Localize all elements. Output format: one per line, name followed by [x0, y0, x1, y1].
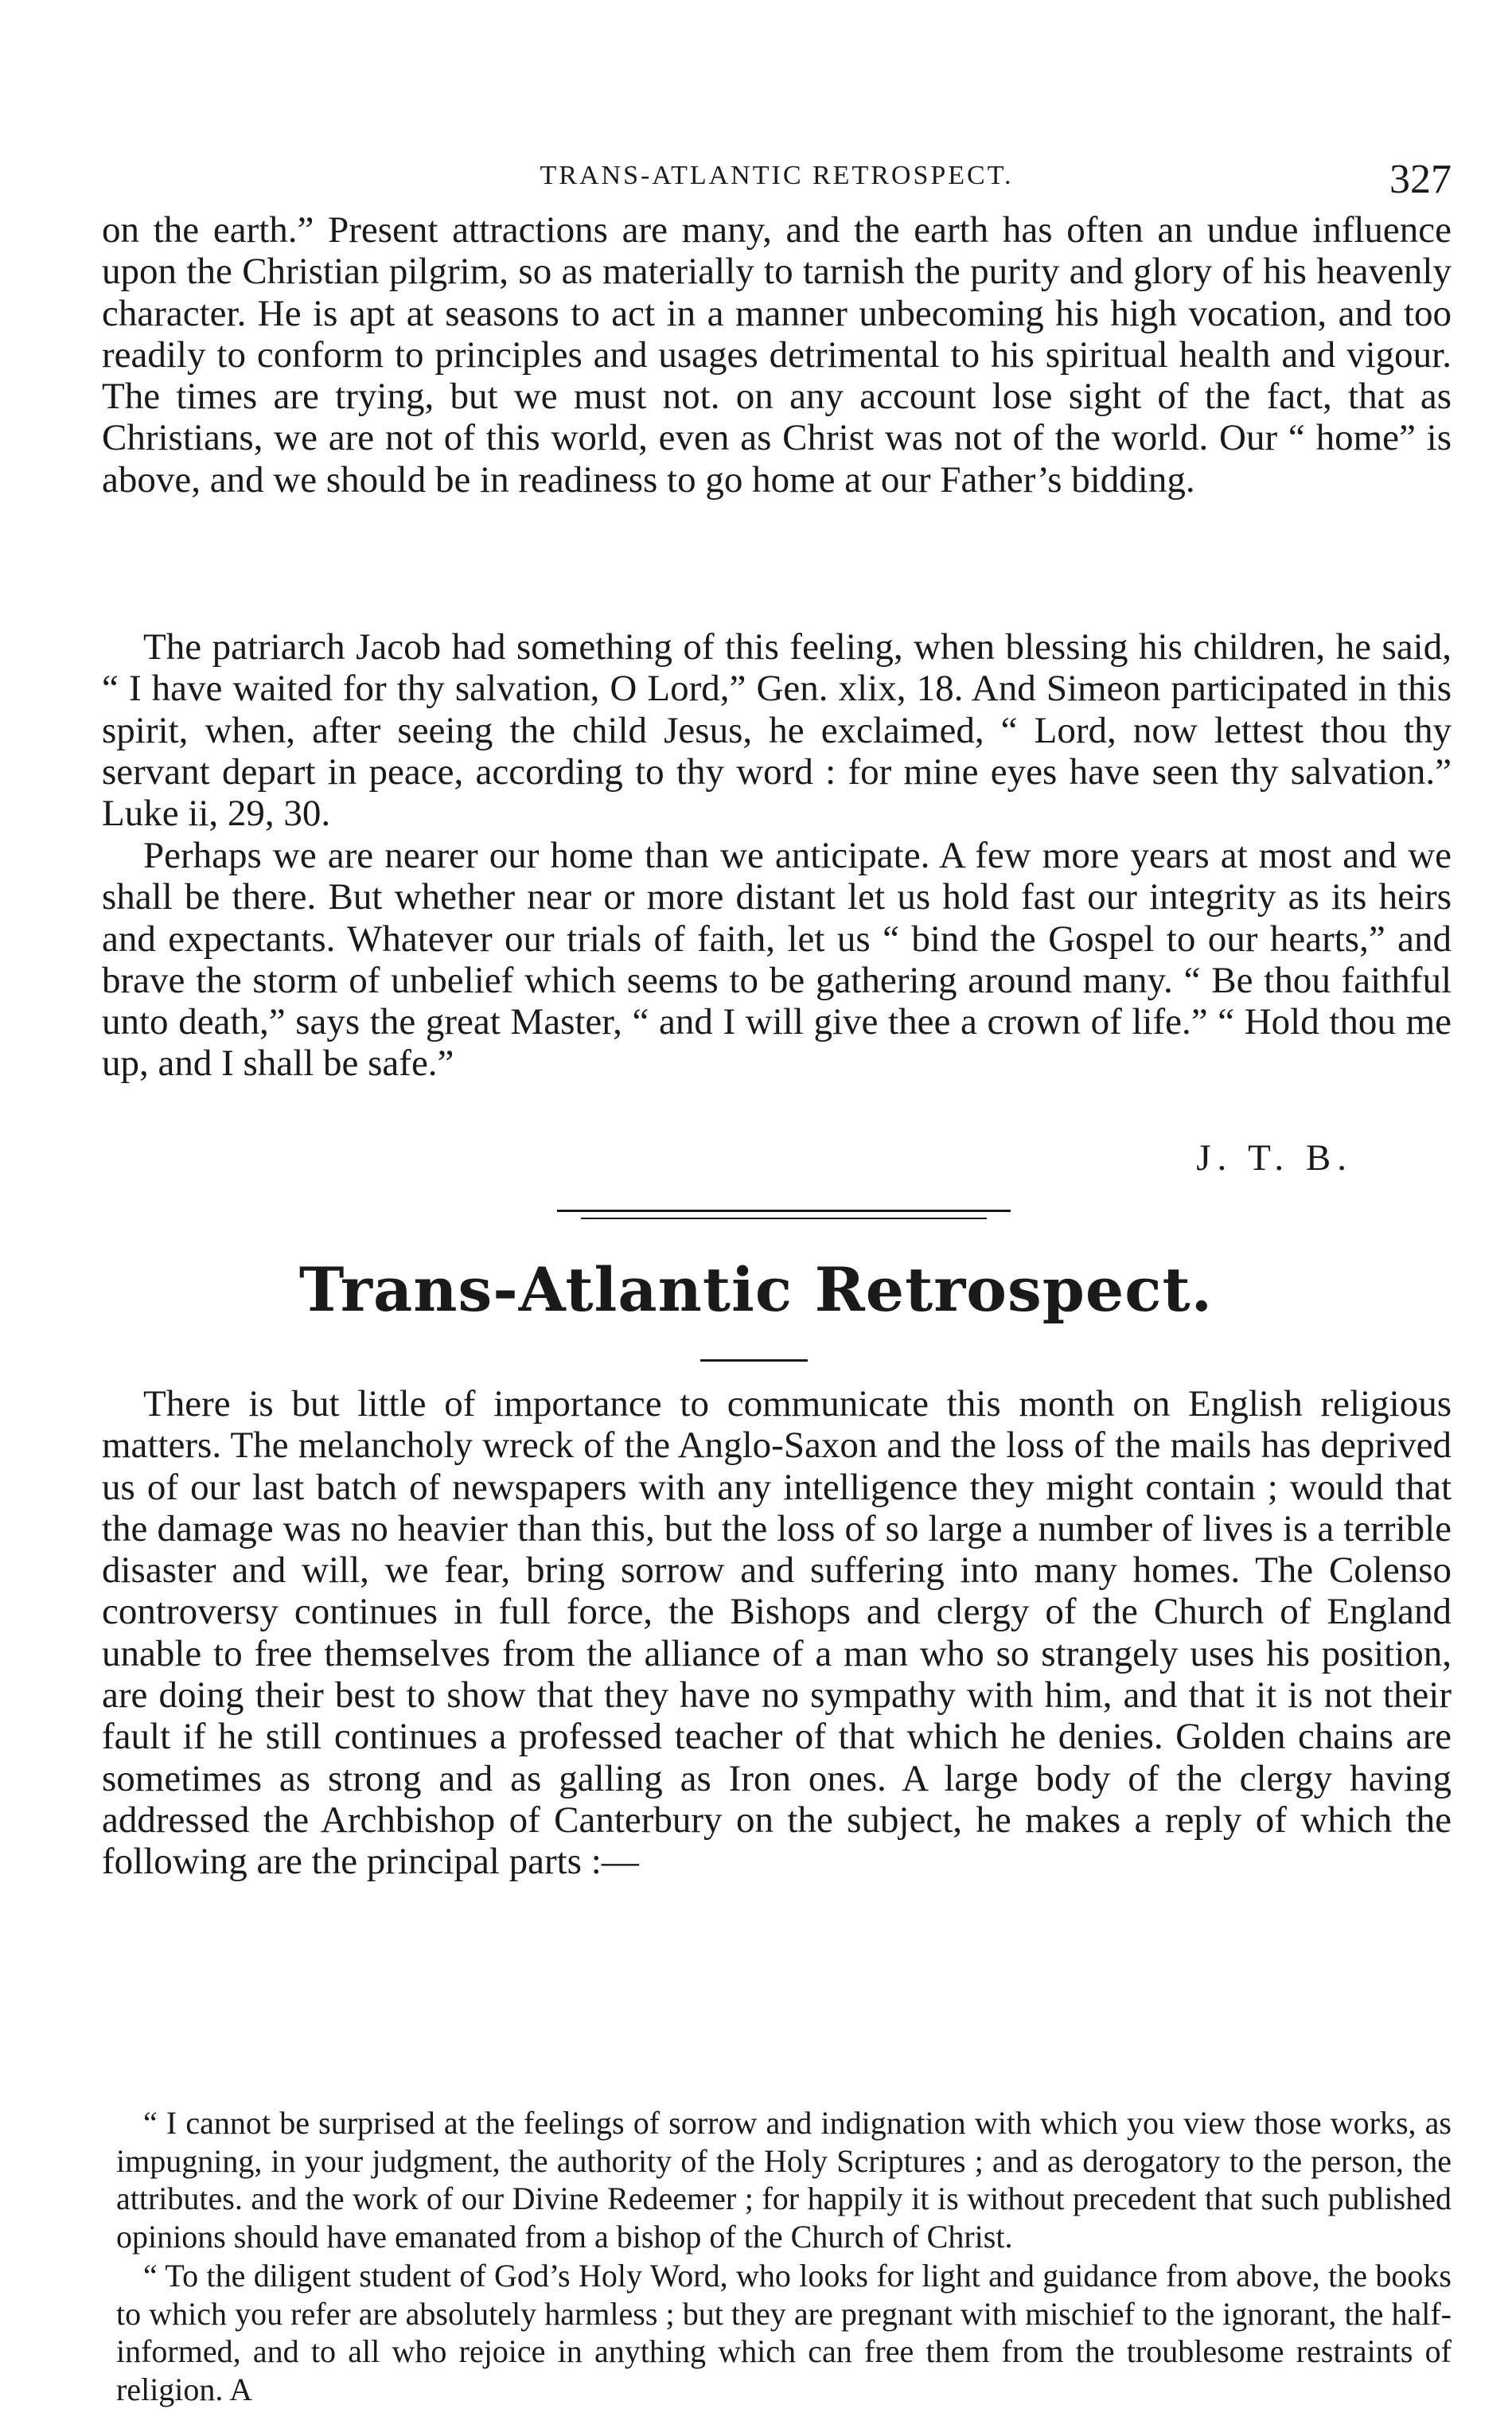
paragraph-1-text: on the earth.” Present attractions are many, and the earth has often an undue influence upon the Christian pilgrim, so as materially to tarnish the purity and glory of his heavenly character. He is apt at seasons to act in a manner unbecoming his high vocation, and too readily to conform to principles and usages detrimental to his spiritual health and vigour. The times are trying, but we must not. on any account lose sight of the fact, that as Christians, we are not of this world, even as Christ was not of the world. Our “ home” is above, and we should be in readiness to go home at our Father’s bidding. — [102, 209, 1452, 501]
paragraph-2-text: The patriarch Jacob had something of this feeling, when blessing his children, he said, “ I have waited for thy salvation, O Lord,” Gen. xlix, 18. And Simeon participated in this spirit, when, after seeing the child Jesus, he exclaimed, “ Lord, now lettest thou thy servant depart in peace, according to thy word : for mine eyes have seen thy salvation.” Luke ii, 29, 30. — [102, 626, 1452, 835]
paragraph-3-text: Perhaps we are nearer our home than we anticipate. A few more years at most and we shall be there. But whether near or more distant let us hold fast our integrity as its heirs and expectants. Whatever our trials of faith, let us “ bind the Gospel to our hearts,” and brave the storm of unbelief which seems to be gathering around many. “ Be thou faithful unto death,” says the great Master, “ and I will give thee a crown of life.” “ Hold thou me up, and I shall be safe.” — [102, 835, 1452, 1085]
block-quote-2-text: “ To the diligent student of God’s Holy Word, who looks for light and guidance from above, the books to which you refer are absolutely harmless ; but they are pregnant with mischief to the ignorant, the half-informed, and to all who rejoice in anything which can free them from the troublesome restraints of religion. A — [116, 2258, 1452, 2407]
paragraph-2 — [102, 626, 1452, 834]
block-quote-1-text: “ I cannot be surprised at the feelings of sorrow and indignation with which you view those works, as impugning, in your judgment, the authority of the Holy Scriptures ; and as derogatory to the person, the attributes. and the work of our Divine Redeemer ; for happily it is without precedent that such published opinions should have emanated from a bishop of the Church of Christ. — [116, 2105, 1452, 2255]
paragraph-1 — [102, 209, 1452, 501]
block-quote-1 — [116, 2104, 1452, 2255]
paragraph-4 — [102, 1383, 1452, 1883]
paragraph-4-text: There is but little of importance to communicate this month on English religious matters. The melancholy wreck of the Anglo-Saxon and the loss of the mails has deprived us of our last batch of newspapers with any intelligence they might contain ; would that the damage was no heavier than this, but the loss of so large a number of lives is a terrible disaster and will, we fear, bring sorrow and suffering into many homes. The Colenso controversy continues in full force, the Bishops and clergy of the Church of England unable to free themselves from the alliance of a man who so strangely uses his position, are doing their best to show that they have no sympathy with him, and that it is not their fault if he still continues a professed teacher of that which he denies. Golden chains are sometimes as strong and as galling as Iron ones. A large body of the clergy having addressed the Archbishop of Canterbury on the subject, he makes a reply of which the following are the principal parts :— — [102, 1383, 1452, 1883]
paragraph-3 — [102, 835, 1452, 1085]
running-head — [102, 156, 1452, 212]
section-divider-rule — [557, 1210, 1011, 1212]
page-number: 327 — [1389, 157, 1452, 202]
section-heading: Trans-Atlantic Retrospect. — [298, 1254, 1214, 1325]
running-title: TRANS-ATLANTIC RETROSPECT. — [540, 161, 1014, 190]
author-signature: J. T. B. — [1196, 1137, 1353, 1179]
block-quote-2 — [116, 2257, 1452, 2408]
section-divider-rule-secondary — [581, 1218, 987, 1219]
heading-underline-rule — [700, 1359, 808, 1362]
